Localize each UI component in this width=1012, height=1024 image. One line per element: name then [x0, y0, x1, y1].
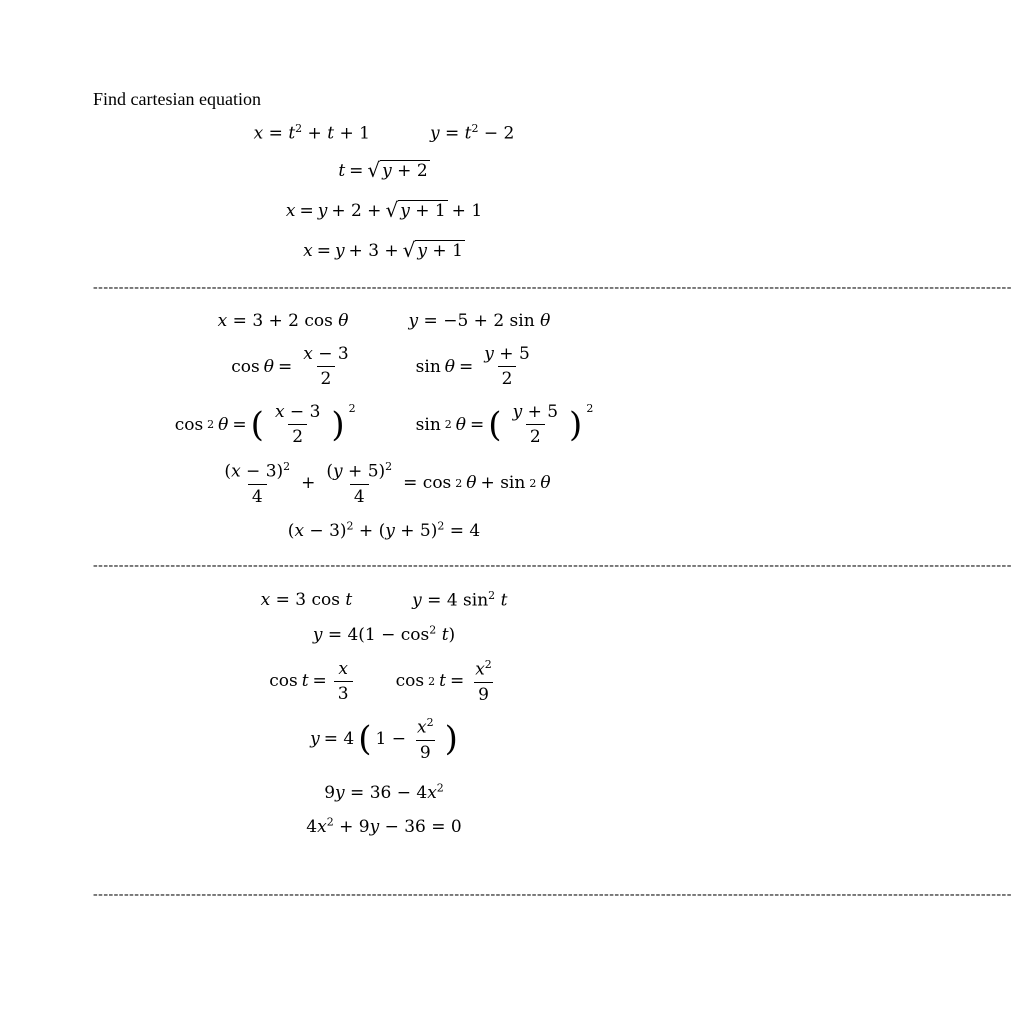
- problem2-result: $(x - 3)^2 + (y + 5)^2 = 4$: [287, 519, 481, 541]
- problem3-x-equation: x = 3 cos t: [260, 589, 353, 610]
- problem2-sin-squared: sin 2 θ = ( $\frac{y + 5}{2}$ ) $^2$: [415, 402, 594, 447]
- problem1-line2: t = √ y + 2: [338, 158, 428, 182]
- problem3-substitution: y = 4 ( 1 − $\frac{x^2}{9}$ ): [310, 716, 458, 763]
- problem3-line2: $y = 4(1 - \cos^2 t)$: [312, 623, 456, 645]
- problem3-y-equation: y = 4 $\sin^2 t$: [412, 589, 508, 611]
- problem2-cos-fraction: cos θ = $\frac{x - 3}{2}$: [231, 344, 349, 389]
- problem2-sin-fraction: sin θ = $\frac{y + 5}{2}$: [415, 344, 530, 389]
- problem3-result: $4x^2 + 9y - 36 = 0$: [306, 815, 462, 837]
- section-divider-1: ----------------------------------------------------------------------------------------------------------------------------------------------------------------------------------: [93, 280, 1012, 295]
- section-divider-2: ----------------------------------------------------------------------------------------------------------------------------------------------------------------------------------: [93, 558, 1012, 573]
- problem3-cos-fraction: cos t = $\frac{x}{3}$: [269, 659, 355, 704]
- problem2-sum: $\frac{(x - 3)^2}{4}$ + $\frac{(y + 5)^2}{4}$ = cos 2 θ + sin 2 θ: [224, 460, 551, 507]
- problem2-parametric-equations: [0, 311, 768, 331]
- problem3-cos-squared: cos 2 t = $\frac{x^2}{9}$: [395, 658, 492, 705]
- problem2-trig-fractions: [0, 344, 768, 389]
- problem3-cos-fractions: [0, 658, 768, 705]
- section-divider-3: ----------------------------------------------------------------------------------------------------------------------------------------------------------------------------------: [93, 887, 1012, 902]
- problem1-line4: x = y + 3 + √ y + 1: [303, 238, 463, 262]
- problem2-squared: [0, 402, 768, 447]
- problem1-y-equation: $y = t^2 - 2$: [429, 122, 515, 144]
- problem1-x-equation: $x = t^2 + t + 1$: [253, 122, 370, 144]
- problem1-parametric-equations: [0, 122, 768, 144]
- page-heading: Find cartesian equation: [93, 89, 261, 109]
- problem2-y-equation: y = −5 + 2 sin θ: [408, 311, 551, 331]
- problem2-x-equation: x = 3 + 2 cos θ: [217, 311, 349, 331]
- problem1-line3: x = y + 2 + √ y + 1 + 1: [285, 198, 483, 222]
- problem3-parametric-equations: [0, 589, 768, 611]
- problem3-line5: $9y = 36 - 4x^2$: [324, 781, 444, 803]
- problem2-cos-squared: cos 2 θ = ( $\frac{x - 3}{2}$ ) $^2$: [174, 402, 356, 447]
